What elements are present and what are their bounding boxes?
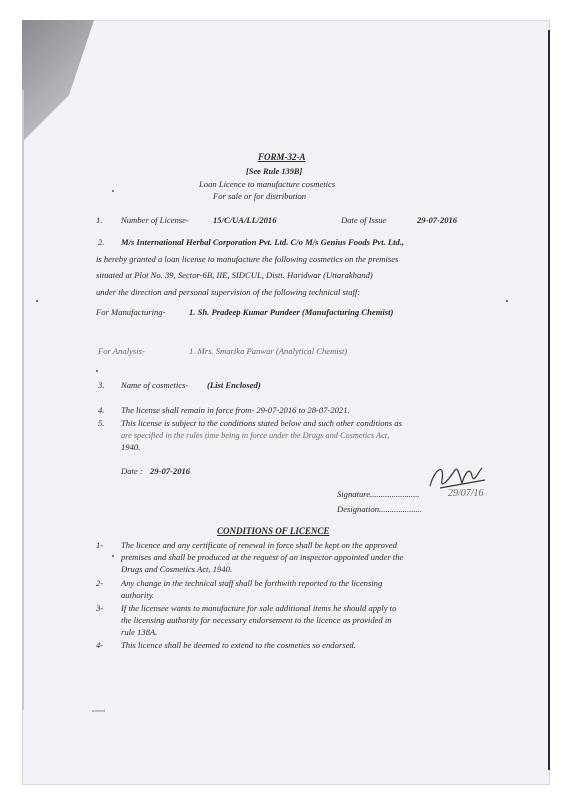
form-number: FORM-32-A <box>258 152 306 162</box>
condition-text: If the licensee wants to manufacture for sale additional items he should apply to <box>121 603 397 613</box>
signature-label: Signature....................... <box>337 489 420 499</box>
conditions-heading: CONDITIONS OF LICENCE <box>217 526 330 536</box>
premises-address: situated at Plot No. 39, Sector-6B, IIE, SIDCUL, Distt. Haridwar (Uttarakhand) <box>96 270 373 280</box>
validity-text: The license shall remain in force from- 29-07-2016 to 28-07-2021. <box>121 405 350 415</box>
manufacturing-chemist: 1. Sh. Pradeep Kumar Pundeer (Manufacturing Chemist) <box>189 307 394 317</box>
conditions-clause-year: 1940. <box>121 442 141 452</box>
form-rule: [See Rule 139B] <box>246 167 303 176</box>
scan-speck <box>36 300 38 302</box>
page-edge <box>22 90 24 710</box>
manufacturing-label: For Manufacturing- <box>96 307 166 317</box>
footer-note: scanned <box>92 708 106 713</box>
scan-speck <box>96 370 98 372</box>
supervision-text: under the direction and personal supervision of the following technical staff: <box>96 287 361 297</box>
date-label: Date : <box>121 466 143 476</box>
condition-number: 3- <box>96 603 104 613</box>
cosmetics-label: Name of cosmetics- <box>121 380 189 390</box>
license-number: 15/C/UA/LL/2016 <box>213 215 277 225</box>
analytical-chemist: 1. Mrs. Smarika Panwar (Analytical Chemist) <box>189 346 348 356</box>
grant-text: is hereby granted a loan license to manufacture the following cosmetics on the premises <box>96 254 399 264</box>
scan-speck <box>506 300 508 302</box>
cosmetics-value: (List Enclosed) <box>207 380 261 390</box>
condition-number: 1- <box>96 540 104 550</box>
handwritten-signature <box>400 458 520 508</box>
page-edge-right <box>548 30 550 770</box>
form-title: Loan Licence to manufacture cosmetics <box>199 179 336 189</box>
issue-date-label: Date of Issue <box>341 215 387 225</box>
scan-speck <box>112 555 114 557</box>
condition-text: The licence and any certificate of renewal in force shall be kept on the approved <box>121 540 397 550</box>
item-number: 1. <box>96 215 103 225</box>
condition-text: rule 138A. <box>121 627 158 637</box>
license-number-label: Number of License- <box>121 215 189 225</box>
form-subtitle: For sale or for distribution <box>213 191 307 201</box>
date-value: 29-07-2016 <box>150 466 191 476</box>
conditions-clause: This license is subject to the conditions stated below and such other conditions as <box>121 418 402 428</box>
item-number: 5. <box>98 418 105 428</box>
designation-label: Designation.................... <box>337 504 422 514</box>
condition-text: premises and shall be produced at the request of an inspector appointed under the <box>121 552 404 562</box>
scan-shadow-corner <box>22 20 94 150</box>
item-number: 4. <box>98 405 105 415</box>
scan-speck <box>112 190 114 192</box>
condition-text: This licence shall be deemed to extend to the cosmetics so endorsed. <box>121 640 356 650</box>
analysis-label: For Analysis- <box>98 346 145 356</box>
condition-text: Drugs and Cosmetics Act, 1940. <box>121 564 233 574</box>
handwritten-date: 29/07/16 <box>448 488 484 499</box>
condition-text: the licensing authority for necessary endorsement to the licence as provided in <box>121 615 392 625</box>
item-number: 3. <box>98 380 105 390</box>
company-name: M/s International Herbal Corporation Pvt. Ltd. C/o M/s Genius Foods Pvt. Ltd., <box>121 237 405 247</box>
conditions-clause-cont: are specified in the rules time being in force under the Drugs and Cosmetics Act, <box>121 431 390 440</box>
document-page <box>22 20 550 785</box>
issue-date: 29-07-2016 <box>417 215 458 225</box>
condition-number: 4- <box>96 640 104 650</box>
condition-number: 2- <box>96 578 104 588</box>
item-number: 2. <box>98 237 105 247</box>
condition-text: authority. <box>121 590 155 600</box>
condition-text: Any change in the technical staff shall be forthwith reported to the licensing <box>121 578 383 588</box>
